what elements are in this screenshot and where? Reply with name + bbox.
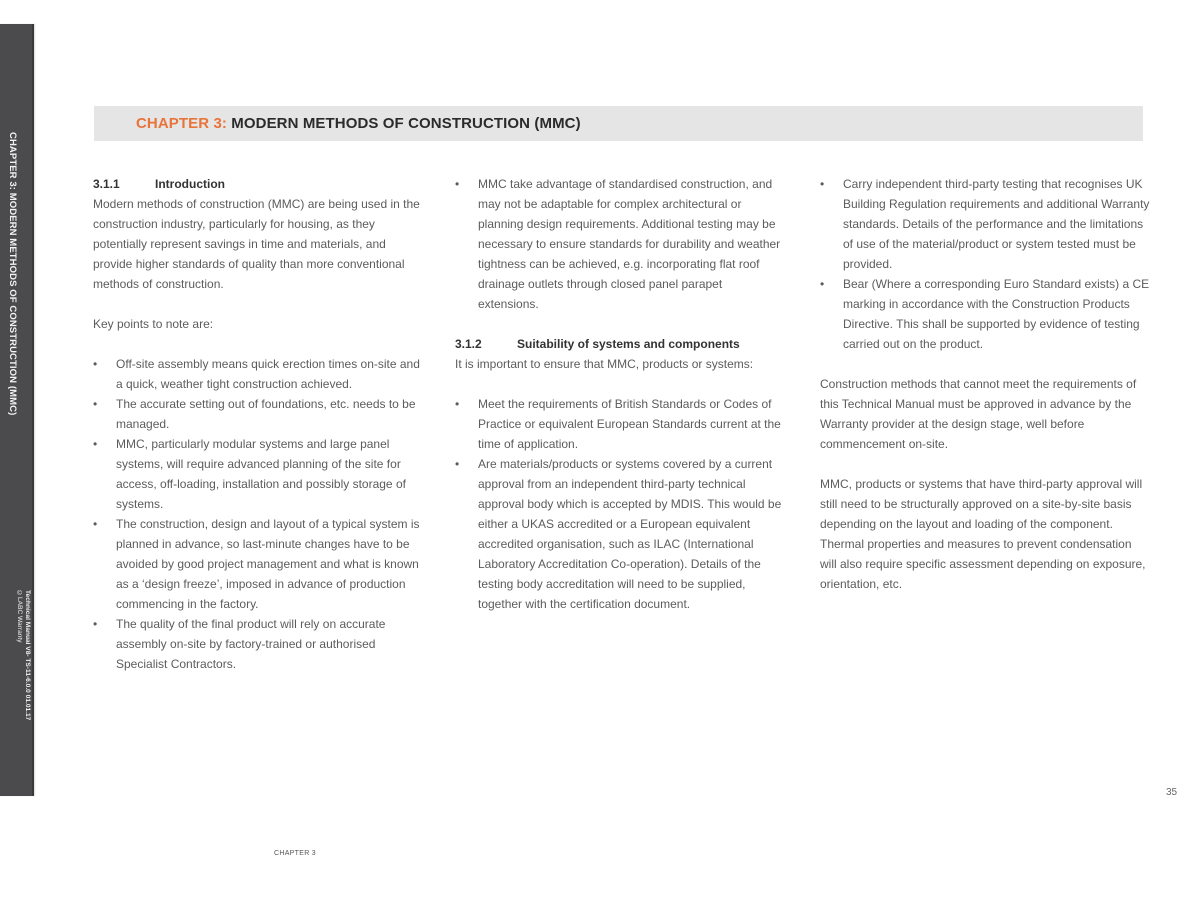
side-chapter-label: CHAPTER 3: MODERN METHODS OF CONSTRUCTION (MMC) — [7, 132, 18, 416]
key-points-list-continued — [455, 174, 785, 314]
list-item: • MMC take advantage of standardised construction, and may not be adaptable for complex architectural or planning design requirements. Additional testing may be necessary to ensure standards for durability and weather tightness can be achieved, e.g. incorporating flat roof drainage outlets through closed panel parapet extensions. — [455, 174, 785, 314]
section-heading-3-1-2 — [455, 334, 785, 354]
bullet-icon: • — [455, 457, 460, 471]
bullet-icon: • — [93, 437, 98, 451]
requirements-list-continued — [820, 174, 1150, 354]
list-item: • Bear (Where a corresponding Euro Standard exists) a CE marking in accordance with the Construction Products Directive. This shall be supported by evidence of testing carried out on the product. — [820, 274, 1150, 354]
chapter-header-band — [94, 106, 1143, 141]
side-chapter-tab — [0, 24, 34, 796]
bullet-icon: • — [93, 397, 98, 411]
bullet-icon: • — [93, 357, 98, 371]
list-item: • MMC, particularly modular systems and large panel systems, will require advanced planning of the site for access, off-loading, installation and possibly storage of systems. — [93, 434, 423, 514]
copyright-label: ©LABC Warranty — [16, 590, 23, 643]
page-title — [136, 115, 581, 132]
section-number: 3.1.1 — [93, 177, 120, 191]
bullet-icon: • — [93, 517, 98, 531]
section-heading-3-1-1 — [93, 174, 423, 194]
key-points-list — [93, 354, 423, 674]
bullet-icon: • — [455, 397, 460, 411]
requirements-list — [455, 394, 785, 614]
list-item: • Meet the requirements of British Standards or Codes of Practice or equivalent European Standards current at the time of application. — [455, 394, 785, 454]
approval-paragraph: Construction methods that cannot meet the requirements of this Technical Manual must be approved in advance by the Warranty provider at the design stage, well before commencement on-site. — [820, 377, 1137, 451]
chapter-prefix: CHAPTER 3: — [136, 115, 228, 132]
list-item: • The accurate setting out of foundations, etc. needs to be managed. — [93, 394, 423, 434]
section-title: Suitability of systems and components — [517, 337, 740, 351]
bullet-icon: • — [93, 617, 98, 631]
list-item: • The quality of the final product will rely on accurate assembly on-site by factory-trained or authorised Specialist Contractors. — [93, 614, 423, 674]
list-item: • Carry independent third-party testing that recognises UK Building Regulation requirements and additional Warranty standards. Details of the performance and the limitations of use of the material/product or system tested must be provided. — [820, 174, 1150, 274]
list-item: • The construction, design and layout of a typical system is planned in advance, so last-minute changes have to be avoided by good project management and what is known as a ‘design freeze’, imposed in advance of production commencing in the factory. — [93, 514, 423, 614]
column-3 — [820, 174, 1150, 594]
third-party-paragraph: MMC, products or systems that have third-party approval will still need to be structurally approved on a site-by-site basis depending on the layout and loading of the component. Thermal properties and measures to prevent condensation will also require specific assessment depending on exposure, orientation, etc. — [820, 477, 1146, 591]
section-intro: It is important to ensure that MMC, products or systems: — [455, 357, 754, 371]
footer-chapter-label: CHAPTER 3 — [274, 850, 316, 857]
bullet-icon: • — [455, 177, 460, 191]
chapter-title: MODERN METHODS OF CONSTRUCTION (MMC) — [227, 115, 581, 132]
section-number: 3.1.2 — [455, 337, 482, 351]
intro-paragraph: Modern methods of construction (MMC) are being used in the construction industry, particularly for housing, as they potentially represent savings in time and materials, and provide higher standards of quality than more conventional methods of construction. — [93, 197, 420, 291]
column-1 — [93, 174, 423, 674]
section-title: Introduction — [155, 177, 225, 191]
key-points-label: Key points to note are: — [93, 317, 214, 331]
page-number: 35 — [1166, 787, 1178, 798]
list-item: • Are materials/products or systems covered by a current approval from an independent third-party technical approval body which is accepted by MDIS. This would be either a UKAS accredited or a European equivalent accredited organisation, such as ILAC (International Laboratory Accreditation Co-operation). Details of the testing body accreditation will need to be supplied, together with the certification document. — [455, 454, 785, 614]
bullet-icon: • — [820, 277, 825, 291]
bullet-icon: • — [820, 177, 825, 191]
manual-version: Technical Manual V8- TS-11-6.0.0 01.01.17 — [24, 590, 31, 721]
list-item: • Off-site assembly means quick erection times on-site and a quick, weather tight construction achieved. — [93, 354, 423, 394]
side-manual-label — [15, 590, 31, 720]
column-2 — [455, 174, 785, 614]
